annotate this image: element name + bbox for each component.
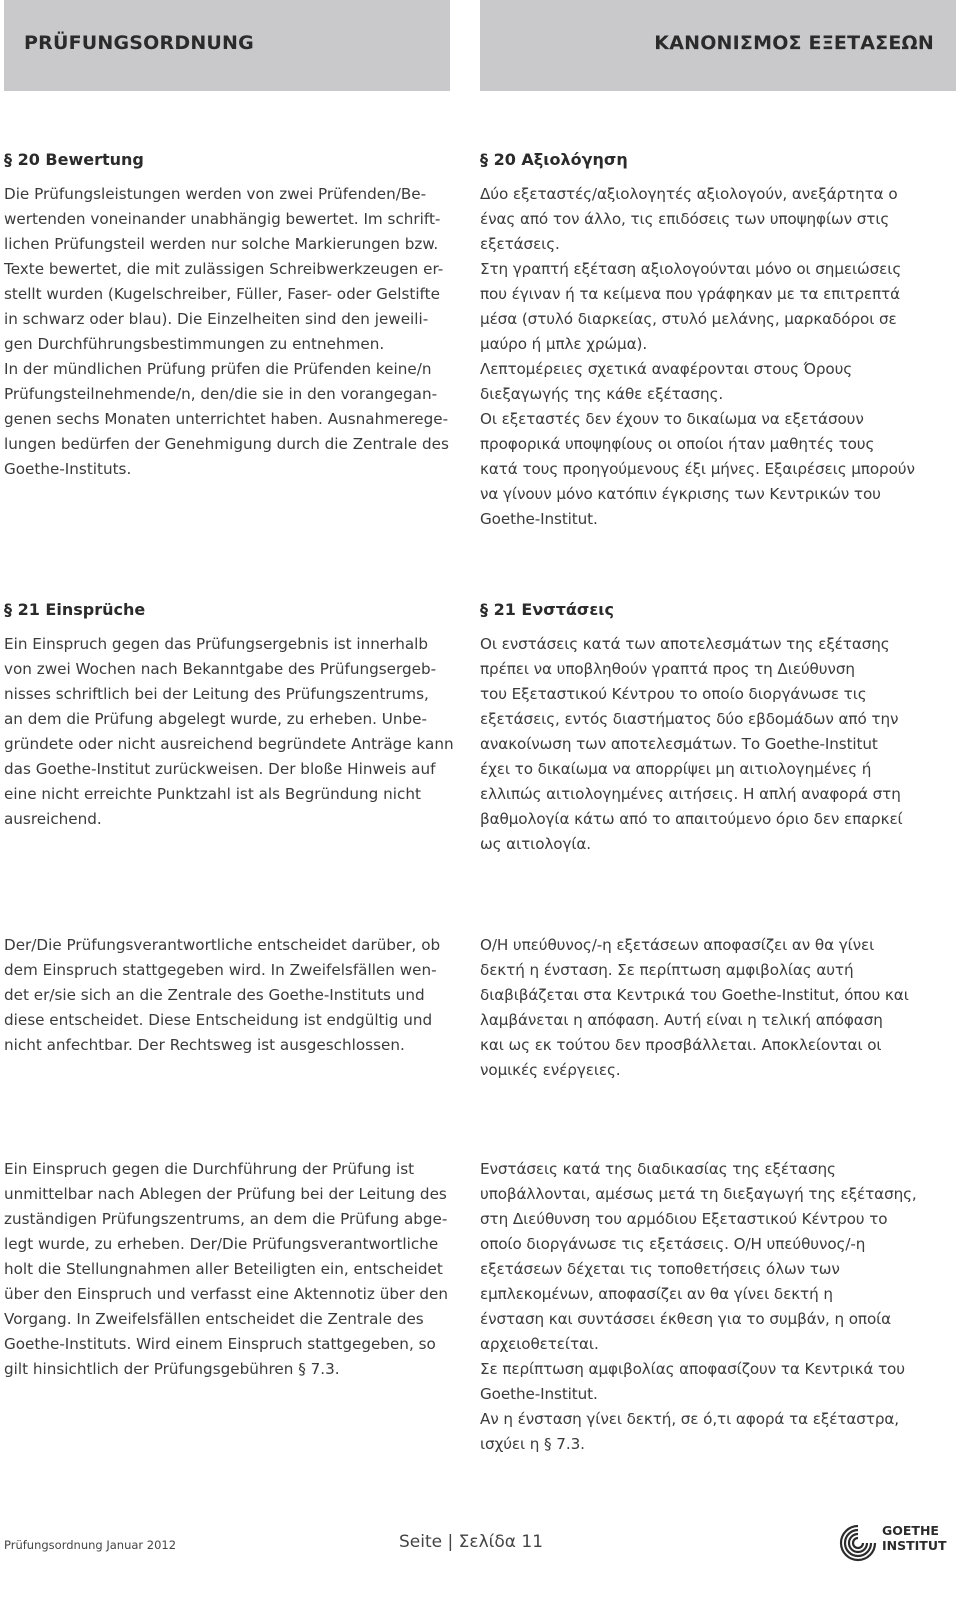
paragraph-decision-el	[480, 933, 942, 1083]
logo-line-2: INSTITUT	[882, 1538, 947, 1553]
paragraph-text: Ο/Η υπεύθυνος/-η εξετάσεων αποφασίζει αν θα γίνει δεκτή η ένσταση. Σε περίπτωση αμφιβολίας αυτή διαβιβάζεται στα Κεντρικά του Goethe-Institut, όπου και λαμβάνεται η απόφαση. Αυτή είναι η τελική απόφαση και ως εκ τούτου δεν προσβάλλεται. Αποκλείονται οι νομικές ενέργειες.	[480, 936, 909, 1079]
section-title: § 20 Αξιολόγηση	[480, 150, 628, 169]
section-20-de	[4, 150, 456, 482]
section-text: Die Prüfungsleistungen werden von zwei Prüfenden/Be- wertenden voneinander unabhängig bewertet. Im schrift- lichen Prüfungsteil werden nur solche Markierungen bzw. Texte bewertet, die mit zulässigen Schreibwerkzeugen er- stellt wurden (Kugelschreiber, Füller, Faser- oder Gelstifte in schwarz oder blau). Die Einzelheiten sind den jeweili- gen Durchführungsbestimmungen zu entnehmen. In der mündlichen Prüfung prüfen die Prüfenden keine/n Prüfungsteilnehmende/n, den/die sie in den vorangegan- genen sechs Monaten unterrichtet haben. Ausnahmerege- lungen bedürfen der Genehmigung durch die Zentrale des Goethe-Instituts.	[4, 185, 449, 478]
section-20-el	[480, 150, 942, 532]
footer-page-number: Seite | Σελίδα 11	[399, 1532, 544, 1552]
section-title: § 21 Einsprüche	[4, 600, 146, 619]
footer-document-info: Prüfungsordnung Januar 2012	[4, 1538, 177, 1552]
paragraph-decision-de	[4, 933, 456, 1058]
paragraph-text: Ενστάσεις κατά της διαδικασίας της εξέτασης υποβάλλονται, αμέσως μετά τη διεξαγωγή της εξέτασης, στη Διεύθυνση του αρμόδιου Εξεταστικού Κέντρου το οποίο διοργάνωσε τις εξετάσεις. Ο/Η υπεύθυνος/-η εξετάσεων δέχεται τις τοποθετήσεις όλων των εμπλεκομένων, αποφασίζει αν θα γίνει δεκτή η ένσταση και συντάσσει έκθεση για το συμβάν, η οποία αρχειοθετείται. Σε περίπτωση αμφιβολίας αποφασίζουν τα Κεντρικά του Goethe-Institut. Αν η ένσταση γίνει δεκτή, σε ό,τι αφορά τα εξέταστρα, ισχύει η § 7.3.	[480, 1160, 917, 1453]
goethe-logo-text	[882, 1523, 947, 1553]
section-title: § 20 Bewertung	[4, 150, 144, 169]
section-21-de	[4, 600, 456, 832]
header-left	[4, 0, 450, 91]
section-title: § 21 Ενστάσεις	[480, 600, 614, 619]
section-21-el	[480, 600, 942, 857]
goethe-logo-icon	[836, 1520, 880, 1566]
paragraph-text: Der/Die Prüfungsverantwortliche entscheidet darüber, ob dem Einspruch stattgegeben wird. In Zweifelsfällen wen- det er/sie sich an die Zentrale des Goethe-Instituts und diese entscheidet. Diese Entscheidung ist endgültig und nicht anfechtbar. Der Rechtsweg ist ausgeschlossen.	[4, 936, 441, 1054]
logo-line-1: GOETHE	[882, 1523, 939, 1538]
paragraph-procedure-de	[4, 1157, 456, 1382]
goethe-institut-logo	[836, 1520, 947, 1566]
header-left-title: PRÜFUNGSORDNUNG	[24, 32, 254, 54]
header-right-title: ΚΑΝΟΝΙΣΜΟΣ ΕΞΕΤΑΣΕΩΝ	[654, 32, 934, 54]
paragraph-procedure-el	[480, 1157, 942, 1457]
paragraph-text: Ein Einspruch gegen die Durchführung der Prüfung ist unmittelbar nach Ablegen der Prüfung bei der Leitung des zuständigen Prüfungszentrums, an dem die Prüfung abge- legt wurde, zu erheben. Der/Die Prüfungsverantwortliche holt die Stellungnahmen aller Beteiligten ein, entscheidet über den Einspruch und verfasst eine Aktennotiz über den Vorgang. In Zweifelsfällen entscheidet die Zentrale des Goethe-Instituts. Wird einem Einspruch stattgegeben, so gilt hinsichtlich der Prüfungsgebühren § 7.3.	[4, 1160, 448, 1378]
header-right	[480, 0, 956, 91]
section-text: Οι ενστάσεις κατά των αποτελεσμάτων της εξέτασης πρέπει να υποβληθούν γραπτά προς τη Διεύθυνση του Εξεταστικού Κέντρου το οποίο διοργάνωσε τις εξετάσεις, εντός διαστήματος δύο εβδομάδων από την ανακοίνωση των αποτελεσμάτων. Το Goethe-Institut έχει το δικαίωμα να απορρίψει μη αιτιολογημένες ή ελλιπώς αιτιολογημένες αιτήσεις. Η απλή αναφορά στη βαθμολογία κάτω από το απαιτούμενο όριο δεν επαρκεί ως αιτιολογία.	[480, 635, 903, 853]
section-text: Δύο εξεταστές/αξιολογητές αξιολογούν, ανεξάρτητα ο ένας από τον άλλο, τις επιδόσεις των υποψηφίων στις εξετάσεις. Στη γραπτή εξέταση αξιολογούνται μόνο οι σημειώσεις που έγιναν ή τα κείμενα που γράφηκαν με τα επιτρεπτά μέσα (στυλό διαρκείας, στυλό μελάνης, μαρκαδόροι σε μαύρο ή μπλε χρώμα). Λεπτομέρειες σχετικά αναφέρονται στους Όρους διεξαγωγής της κάθε εξέτασης. Οι εξεταστές δεν έχουν το δικαίωμα να εξετάσουν προφορικά υποψηφίους οι οποίοι ήταν μαθητές τους κατά τους προηγούμενους έξι μήνες. Εξαιρέσεις μπορούν να γίνουν μόνο κατόπιν έγκρισης των Κεντρικών του Goethe-Institut.	[480, 185, 915, 528]
section-text: Ein Einspruch gegen das Prüfungsergebnis ist innerhalb von zwei Wochen nach Bekanntgabe des Prüfungsergeb- nisses schriftlich bei der Leitung des Prüfungszentrums, an dem die Prüfung abgelegt wurde, zu erheben. Unbe- gründete oder nicht ausreichend begründete Anträge kann das Goethe-Institut zurückweisen. Der bloße Hinweis auf eine nicht erreichte Punktzahl ist als Begründung nicht ausreichend.	[4, 635, 454, 828]
